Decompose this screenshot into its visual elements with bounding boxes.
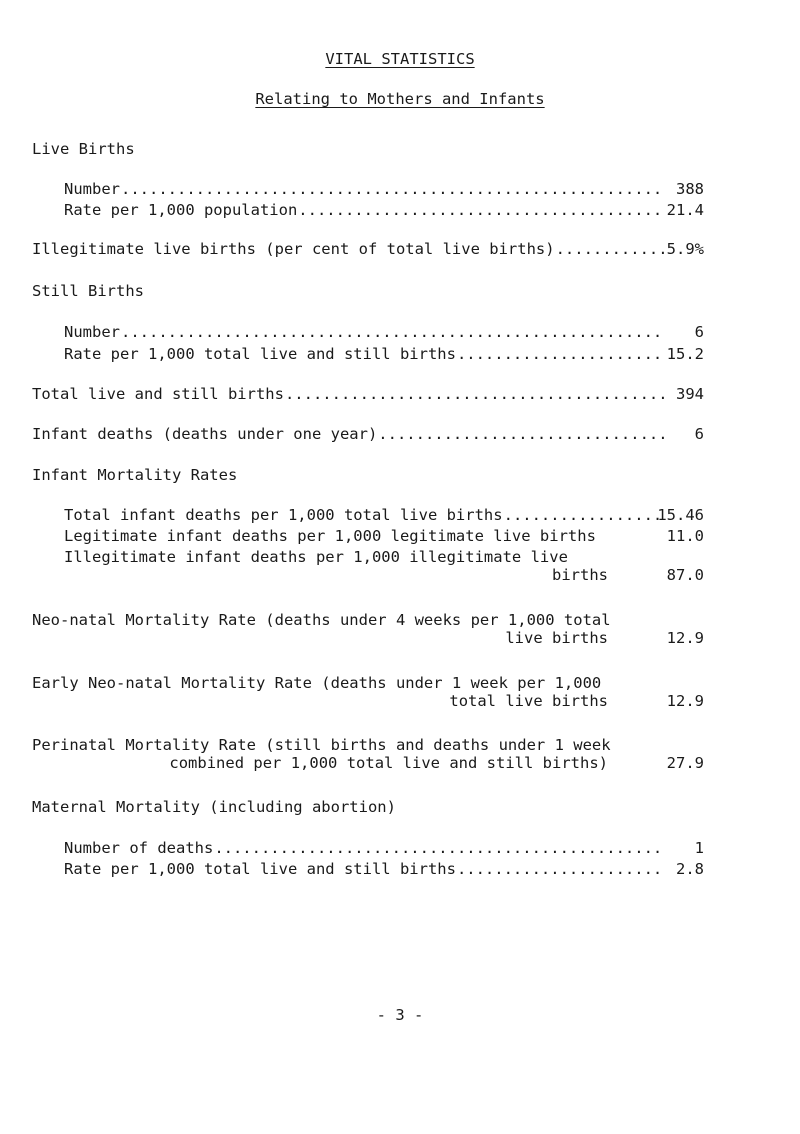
- row-value: 12.9: [666, 692, 704, 710]
- row-label: Number: [64, 180, 120, 198]
- row-value: 2.8: [676, 860, 704, 878]
- row-value: 15.2: [666, 345, 704, 363]
- row-label: Total live and still births: [32, 385, 284, 403]
- leader-dots: [214, 839, 664, 857]
- row-value: 15.46: [657, 506, 704, 524]
- row-label-line-1: Neo-natal Mortality Rate (deaths under 4 weeks per 1,000 total: [32, 611, 611, 629]
- row-value: 6: [694, 425, 704, 443]
- maternal-rate-row: [64, 860, 704, 878]
- leader-dots: [457, 345, 664, 363]
- legitimate-infant-deaths-row: [64, 527, 704, 545]
- row-label: Rate per 1,000 total live and still births: [64, 860, 456, 878]
- row-label-line-1: Illegitimate infant deaths per 1,000 illegitimate live: [64, 548, 568, 566]
- row-label: Illegitimate live births (per cent of total live births): [32, 240, 555, 258]
- section-heading-maternal: Maternal Mortality (including abortion): [32, 798, 396, 816]
- row-label: Infant deaths (deaths under one year): [32, 425, 378, 443]
- leader-dots: [121, 323, 664, 341]
- infant-deaths-row: [32, 425, 704, 443]
- maternal-number-row: [64, 839, 704, 857]
- row-value: 11.0: [666, 527, 704, 545]
- perinatal-row: [32, 736, 704, 772]
- section-heading-still-births: Still Births: [32, 282, 144, 300]
- row-label: Number of deaths: [64, 839, 214, 857]
- row-label-line-2: live births: [505, 629, 608, 647]
- row-label: Legitimate infant deaths per 1,000 legitimate live births: [64, 527, 596, 545]
- page-title: VITAL STATISTICS: [325, 50, 475, 68]
- row-value: 27.9: [666, 754, 704, 772]
- section-heading-live-births: Live Births: [32, 140, 135, 158]
- row-label: Rate per 1,000 total live and still births: [64, 345, 456, 363]
- leader-dots: [285, 385, 664, 403]
- row-value: 388: [676, 180, 704, 198]
- row-value: 6: [694, 323, 704, 341]
- section-heading-infant-mortality: Infant Mortality Rates: [32, 466, 238, 484]
- page-number: - 3 -: [376, 1006, 424, 1024]
- early-neo-natal-row: [32, 674, 704, 710]
- total-infant-deaths-row: [64, 506, 704, 524]
- row-label: Number: [64, 323, 120, 341]
- leader-dots: [121, 180, 664, 198]
- row-label-line-1: Early Neo-natal Mortality Rate (deaths under 1 week per 1,000: [32, 674, 602, 692]
- leader-dots: [378, 425, 664, 443]
- row-value: 87.0: [666, 566, 704, 584]
- leader-dots: [298, 201, 664, 219]
- illegitimate-infant-deaths-row: [64, 548, 704, 584]
- neo-natal-row: [32, 611, 704, 647]
- row-label-line-2: total live births: [449, 692, 608, 710]
- still-births-number-row: [64, 323, 704, 341]
- row-label-line-2: births: [552, 566, 608, 584]
- illegitimate-births-row: [32, 240, 704, 258]
- row-label: Total infant deaths per 1,000 total live births: [64, 506, 503, 524]
- live-births-number-row: [64, 180, 704, 198]
- row-value: 1: [694, 839, 704, 857]
- row-label-line-1: Perinatal Mortality Rate (still births and deaths under 1 week: [32, 736, 611, 754]
- total-births-row: [32, 385, 704, 403]
- row-value: 394: [676, 385, 704, 403]
- row-value: 5.9%: [666, 240, 704, 258]
- row-value: 21.4: [666, 201, 704, 219]
- leader-dots: [457, 860, 664, 878]
- row-label-line-2: combined per 1,000 total live and still births): [169, 754, 608, 772]
- row-label: Rate per 1,000 population: [64, 201, 298, 219]
- live-births-rate-row: [64, 201, 704, 219]
- row-value: 12.9: [666, 629, 704, 647]
- page-subtitle: Relating to Mothers and Infants: [255, 90, 545, 108]
- still-births-rate-row: [64, 345, 704, 363]
